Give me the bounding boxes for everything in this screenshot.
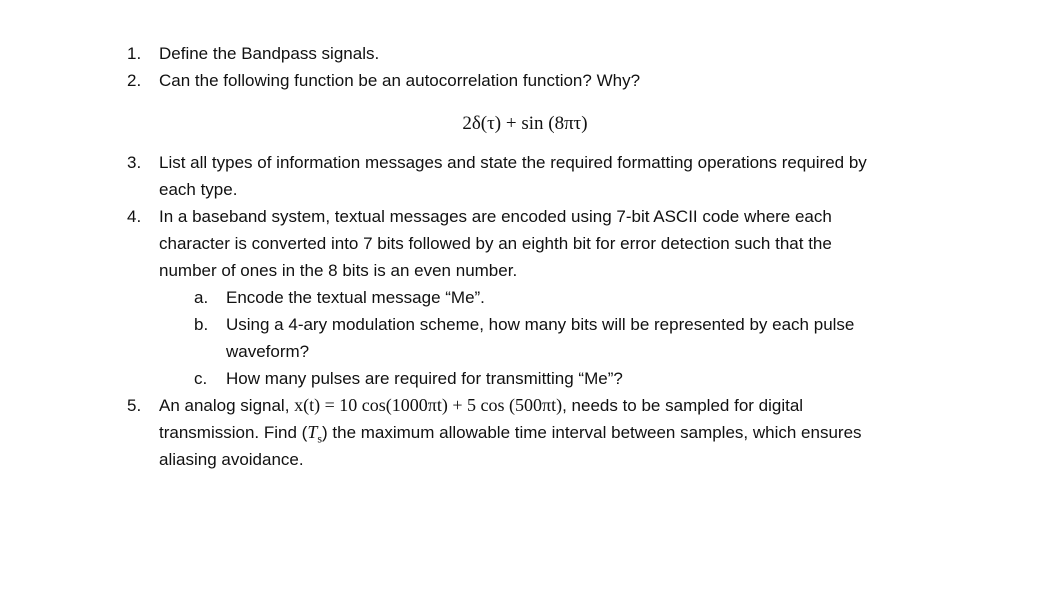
q3-number: 3. [127, 153, 142, 172]
q5-ts-subscript: s [317, 431, 323, 446]
q2-number: 2. [127, 71, 142, 90]
q4-text-line2: character is converted into 7 bits followed by an eighth bit for error detection such that the [159, 234, 832, 253]
q3-text-line2: each type. [159, 180, 238, 199]
q5-text-line3: aliasing avoidance. [159, 450, 304, 469]
q4a-label: a. [194, 288, 209, 307]
q5-line2-pre: transmission. Find ( [159, 423, 308, 442]
q4b-text-line2: waveform? [226, 342, 310, 361]
q3-text-line1: List all types of information messages and state the required formatting operations required by [159, 153, 867, 172]
q5-line2-post: ) the maximum allowable time interval between samples, which ensures [322, 423, 862, 442]
q4b-label: b. [194, 315, 209, 334]
q4-number: 4. [127, 207, 142, 226]
q5-number: 5. [127, 396, 142, 415]
q5-signal-formula: x(t) = 10 cos(1000πt) + 5 cos (500πt) [294, 395, 563, 415]
q5-line1-post: , needs to be sampled for digital [562, 396, 804, 415]
q5-line1-pre: An analog signal, [159, 396, 295, 415]
q1-number: 1. [127, 44, 142, 63]
q4c-text: How many pulses are required for transmitting “Me”? [226, 369, 623, 388]
q4-text-line1: In a baseband system, textual messages are encoded using 7-bit ASCII code where each [159, 207, 832, 226]
q4b-text-line1: Using a 4-ary modulation scheme, how many bits will be represented by each pulse [226, 315, 855, 334]
q1-text: Define the Bandpass signals. [159, 44, 380, 63]
q4c-label: c. [194, 369, 208, 388]
q4-text-line3: number of ones in the 8 bits is an even number. [159, 261, 518, 280]
q2-formula [0, 110, 1050, 137]
q5-ts-symbol: T [307, 422, 318, 442]
autocorrelation-formula: 2δ(τ) + sin (8πτ) [462, 113, 588, 134]
q4a-text: Encode the textual message “Me”. [226, 288, 485, 307]
q5-text-line1 [159, 392, 803, 419]
q2-text: Can the following function be an autocorrelation function? Why? [159, 71, 641, 90]
